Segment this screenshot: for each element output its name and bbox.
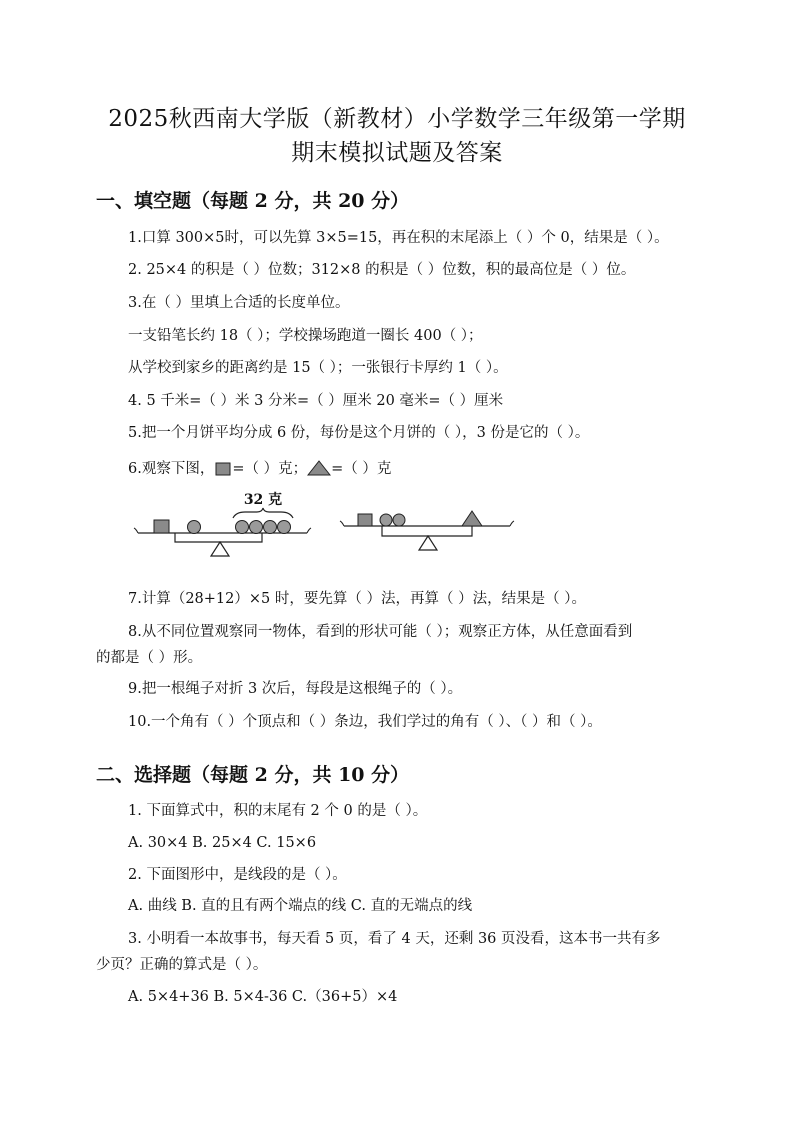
s2-question-2-options: A. 曲线 B. 直的且有两个端点的线 C. 直的无端点的线: [128, 898, 473, 914]
s2-question-3-line1: 3. 小明看一本故事书，每天看 5 页，看了 4 天，还剩 36 页没看，这本书一共有多: [128, 931, 661, 947]
s1-question-5: 5.把一个月饼平均分成 6 份，每份是这个月饼的（ ），3 份是它的（ ）。: [128, 425, 590, 441]
s1-question-9: 9.把一根绳子对折 3 次后，每段是这根绳子的（ ）。: [128, 681, 463, 697]
q6-triangle-blank: =（ ）克: [331, 461, 392, 477]
balance-scale-right: [340, 511, 514, 550]
s2-question-1: 1. 下面算式中，积的末尾有 2 个 0 的是（ ）。: [128, 803, 428, 819]
triangle-icon: [307, 460, 331, 476]
circle-weight: [250, 521, 263, 534]
section1-heading: 一、填空题（每题 2 分，共 20 分）: [96, 190, 410, 212]
s1-question-3-b: 从学校到家乡的距离约是 15（ ）；一张银行卡厚约 1（ ）。: [128, 360, 508, 376]
circle-weight: [278, 521, 291, 534]
circle-weight: [393, 514, 405, 526]
s1-question-8-line2: 的都是（ ）形。: [96, 650, 203, 666]
circle-weight: [188, 521, 201, 534]
s1-question-8-line1: 8.从不同位置观察同一物体，看到的形状可能（ ）；观察正方体，从任意面看到: [128, 624, 633, 640]
circle-weight: [380, 514, 392, 526]
s1-question-6: [128, 458, 391, 480]
s2-question-3-line2: 少页？正确的算式是（ ）。: [96, 957, 268, 973]
s1-question-1: 1.口算 300×5时，可以先算 3×5=15，再在积的末尾添上（ ）个 0，结果是（ ）。: [128, 230, 669, 246]
circle-weight: [236, 521, 249, 534]
s1-question-4: 4. 5 千米=（ ）米 3 分米=（ ）厘米 20 毫米=（ ）厘米: [128, 393, 504, 409]
s2-question-1-options: A. 30×4 B. 25×4 C. 15×6: [128, 835, 317, 851]
s1-question-3: 3.在（ ）里填上合适的长度单位。: [128, 295, 350, 311]
balance-scales-figure: [132, 490, 522, 560]
square-icon: [214, 462, 232, 476]
s2-question-3-options: A. 5×4+36 B. 5×4-36 C.（36+5）×4: [128, 989, 398, 1005]
square-weight: [154, 520, 169, 533]
fulcrum-right: [419, 536, 437, 550]
brace: [233, 508, 293, 518]
section2-heading: 二、选择题（每题 2 分，共 10 分）: [96, 764, 410, 786]
doc-title-line1: 2025秋西南大学版（新教材）小学数学三年级第一学期: [108, 106, 686, 132]
scale-weight-label: 32 克: [243, 492, 283, 508]
s2-question-2: 2. 下面图形中，是线段的是（ ）。: [128, 867, 347, 883]
fulcrum-left: [211, 542, 229, 556]
q6-square-blank: =（ ）克；: [232, 461, 308, 477]
square-weight: [358, 514, 372, 526]
q6-prefix: 6.观察下图，: [128, 461, 215, 477]
doc-title-line2: 期末模拟试题及答案: [291, 140, 503, 166]
balance-scale-left: [134, 491, 311, 556]
s1-question-10: 10.一个角有（ ）个顶点和（ ）条边，我们学过的角有（ ）、（ ）和（ ）。: [128, 714, 602, 730]
triangle-weight: [462, 511, 482, 526]
circle-weight: [264, 521, 277, 534]
s1-question-3-a: 一支铅笔长约 18（ ）；学校操场跑道一圈长 400（ ）；: [128, 328, 483, 344]
s1-question-2: 2. 25×4 的积是（ ）位数；312×8 的积是（ ）位数，积的最高位是（ ）位。: [128, 262, 636, 278]
s1-question-7: 7.计算（28+12）×5 时，要先算（ ）法，再算（ ）法，结果是（ ）。: [128, 591, 586, 607]
